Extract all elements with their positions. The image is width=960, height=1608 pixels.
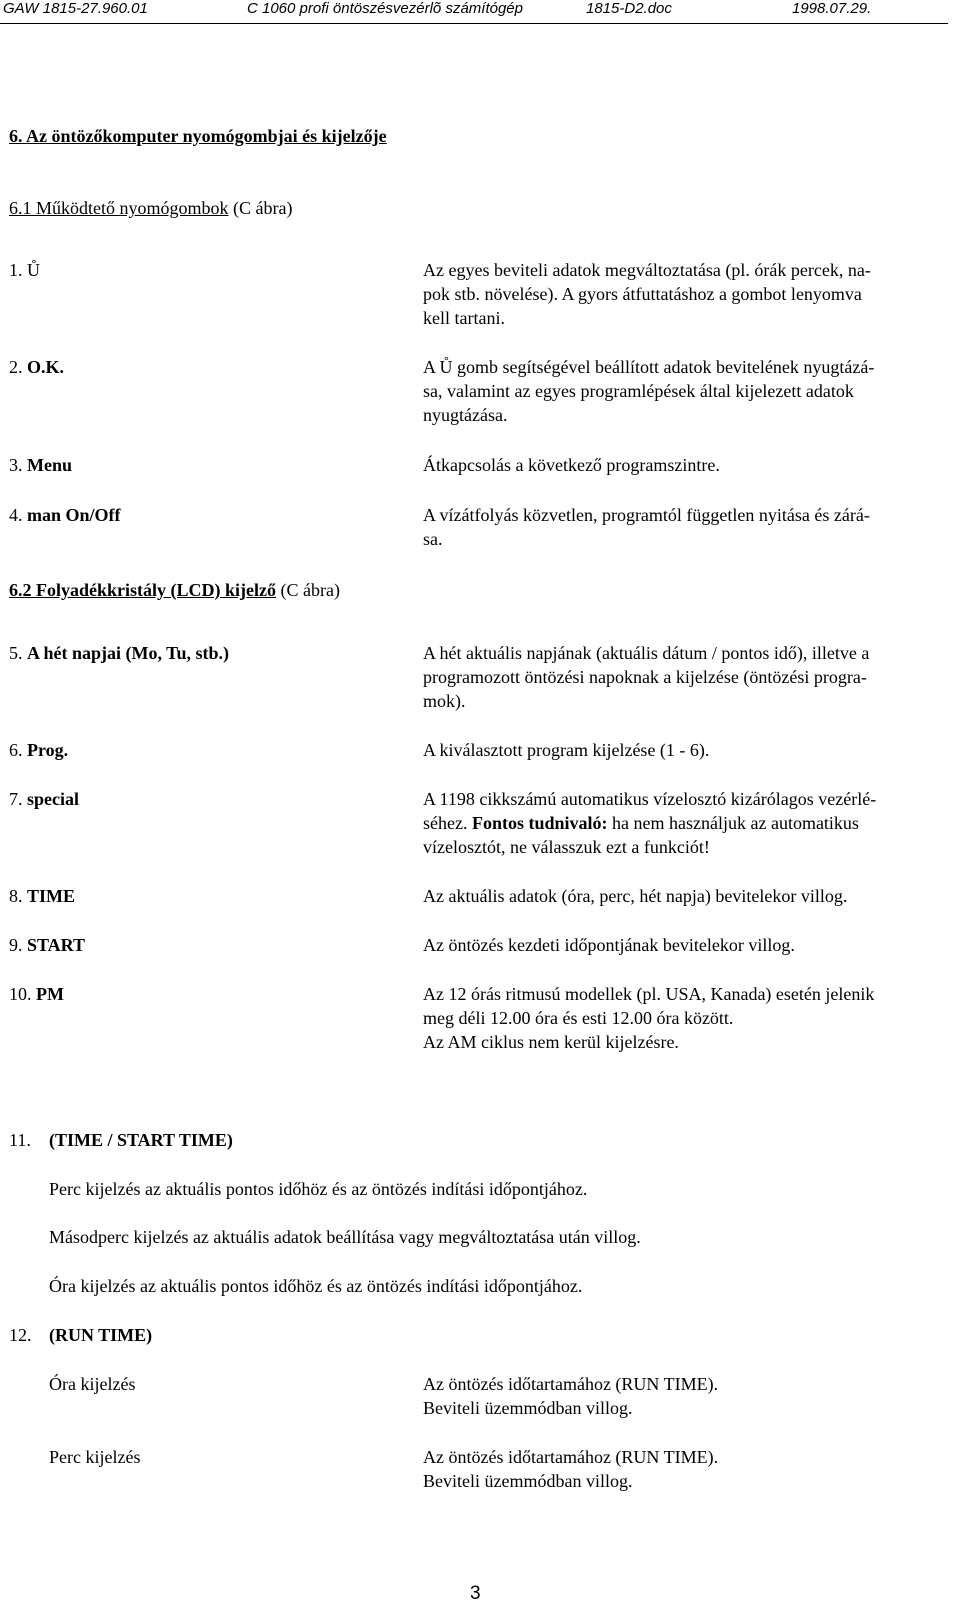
desc-line: meg déli 12.00 óra és esti 12.00 óra között. [423,1008,734,1028]
ok-key-label: O.K. [27,357,65,377]
item-9-label [9,933,85,957]
item-11-paragraph-2: Másodperc kijelzés az aktuális adatok beállítása vagy megváltoztatása után villog. [49,1227,641,1247]
desc-line: sa. [423,529,443,549]
desc-line: nyugtázása. [423,405,508,425]
time-label: TIME [27,886,76,906]
desc-line: Átkapcsolás a következő programszintre. [423,455,720,475]
section-6-1-title-ref: (C ábra) [228,198,293,218]
item-number: 8. [9,886,27,906]
desc-line: Az AM ciklus nem kerül kijelzésre. [423,1032,679,1052]
page-header [0,0,960,24]
section-6-1-title-main: 6.1 Működtető nyomógombok [9,198,229,218]
item-11-paragraph-1: Perc kijelzés az aktuális pontos időhöz és az öntözés indítási időpontjához. [49,1179,588,1199]
arrow-key-label: Ů [27,260,40,280]
desc-line: sa, valamint az egyes programlépések által kijelezett adatok [423,381,854,401]
desc-line: A vízátfolyás közvetlen, programtól független nyitása és zárá- [423,505,870,525]
desc-line: A kiválasztott program kijelzése (1 - 6). [423,740,710,760]
header-rule [0,23,948,24]
item-11-title: (TIME / START TIME) [49,1130,233,1150]
section-6-2-title [9,578,340,602]
item-8-description [423,884,938,908]
desc-line: A 1198 cikkszámú automatikus vízelosztó kizárólagos vezérlé- [423,789,877,809]
item-number: 10. [9,984,36,1004]
desc-line: Az öntözés időtartamához (RUN TIME). [423,1374,719,1394]
weekdays-label: A hét napjai (Mo, Tu, stb.) [27,643,230,663]
item-11-paragraph-3: Óra kijelzés az aktuális pontos időhöz és az öntözés indítási időpontjához. [49,1276,583,1296]
header-file: 1815-D2.doc [586,0,672,17]
desc-line: Az aktuális adatok (óra, perc, hét napja) bevitelekor villog. [423,886,848,906]
header-doc-id: GAW 1815-27.960.01 [3,0,148,17]
item-3-label [9,453,72,477]
section-6-2-title-ref: (C ábra) [276,580,340,600]
item-number: 7. [9,789,27,809]
item-4-description [423,503,938,551]
item-12-title: (RUN TIME) [49,1325,153,1345]
item-2-description [423,355,938,427]
item-7-label [9,787,79,811]
item-5-label [9,641,229,665]
desc-line [423,811,938,835]
minute-display-label: Perc kijelzés [49,1447,141,1467]
header-date: 1998.07.29. [792,0,872,17]
header-title: C 1060 profi öntöszésvezérlõ számítógép [247,0,523,17]
desc-line: kell tartani. [423,308,505,328]
start-label: START [27,935,86,955]
item-10-description [423,982,938,1054]
item-number: 4. [9,505,27,525]
item-number: 6. [9,740,27,760]
item-3-description [423,453,938,477]
hour-display-description [423,1372,938,1420]
item-number: 9. [9,935,27,955]
item-number: 3. [9,455,27,475]
section-6-2-title-main: 6.2 Folyadékkristály (LCD) kijelző [9,580,276,600]
section-6-title: 6. Az öntözőkomputer nyomógombjai és kijelzője [9,126,387,146]
important-note-label: Fontos tudnivaló: [471,813,608,833]
menu-key-label: Menu [27,455,72,475]
desc-line: A hét aktuális napjának (aktuális dátum / pontos idő), illetve a [423,643,870,663]
item-1-description [423,258,938,330]
desc-line: pok stb. növelése). A gyors átfuttatáshoz a gombot lenyomva [423,284,862,304]
item-12-number: 12. [9,1325,32,1345]
section-6-1-title [9,196,292,220]
desc-line: Beviteli üzemmódban villog. [423,1398,633,1418]
special-label: special [27,789,79,809]
desc-line: mok). [423,691,466,711]
item-10-label [9,982,64,1006]
desc-line: programozott öntözési napoknak a kijelzése (öntözési progra- [423,667,867,687]
page-number: 3 [470,1583,481,1604]
item-11-number: 11. [9,1130,31,1150]
item-number: 1. [9,260,27,280]
hour-display-label: Óra kijelzés [49,1374,136,1394]
item-6-label [9,738,68,762]
man-onoff-key-label: man On/Off [27,505,121,525]
desc-line: Az öntözés kezdeti időpontjának bevitelekor villog. [423,935,795,955]
desc-text: ha nem használjuk az automatikus [607,813,859,833]
item-6-description [423,738,938,762]
desc-line: A Ů gomb segítségével beállított adatok bevitelének nyugtázá- [423,357,875,377]
item-8-label [9,884,75,908]
item-1-label [9,258,40,282]
desc-line: vízelosztót, ne válasszuk ezt a funkciót! [423,837,710,857]
desc-text: séhez. [423,813,472,833]
item-number: 2. [9,357,27,377]
desc-line: Beviteli üzemmódban villog. [423,1471,633,1491]
desc-line: Az öntözés időtartamához (RUN TIME). [423,1447,719,1467]
item-4-label [9,503,121,527]
item-5-description [423,641,938,713]
minute-display-description [423,1445,938,1493]
item-7-description [423,787,938,859]
prog-label: Prog. [27,740,69,760]
desc-line: Az 12 órás ritmusú modellek (pl. USA, Kanada) esetén jelenik [423,984,875,1004]
item-2-label [9,355,64,379]
item-number: 5. [9,643,27,663]
desc-line: Az egyes beviteli adatok megváltoztatása (pl. órák percek, na- [423,260,871,280]
item-9-description [423,933,938,957]
pm-label: PM [36,984,64,1004]
